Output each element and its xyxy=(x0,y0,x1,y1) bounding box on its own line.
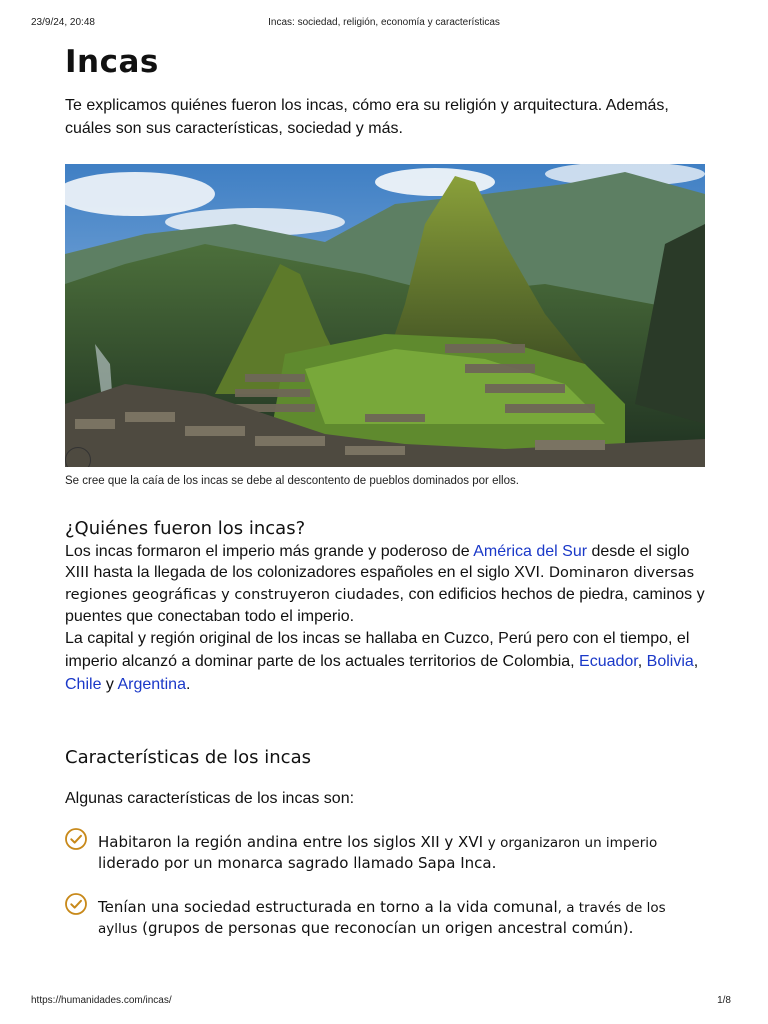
bullet-2-text-a: Tenían una sociedad estructurada en torno a la vida comunal xyxy=(98,898,558,916)
bullet-1-text-b: y organizaron un imperio xyxy=(487,835,658,851)
landscape-illustration xyxy=(65,164,705,467)
bullet-1-text-a: Habitaron la región andina entre los siglos XII y XVI xyxy=(98,833,488,851)
article xyxy=(65,44,705,939)
p2-sep-1: , xyxy=(637,653,647,670)
bullet-2-text-b: , a través de los ayllus xyxy=(98,900,666,937)
link-bolivia[interactable]: Bolivia xyxy=(646,653,694,670)
page-number: 1/8 xyxy=(717,995,731,1006)
image-caption: Se cree que la caía de los incas se debe al descontento de pueblos dominados por ellos. xyxy=(65,475,519,487)
print-footer xyxy=(31,995,731,1009)
link-ecuador[interactable]: Ecuador xyxy=(579,653,638,670)
link-argentina[interactable]: Argentina xyxy=(117,676,186,693)
p2-end: . xyxy=(185,676,191,693)
article-intro: Te explicamos quiénes fueron los incas, cómo era su religión y arquitectura. Además, cuáles son sus características, sociedad y más. xyxy=(65,97,669,137)
print-url: https://humanidades.com/incas/ xyxy=(31,995,172,1006)
p1-text-1: Los incas formaron el imperio más grande y poderoso de xyxy=(65,543,474,560)
bullet-2-text-c: (grupos de personas que reconocían un origen ancestral común). xyxy=(137,919,634,937)
play-button[interactable] xyxy=(65,447,91,467)
check-circle-icon xyxy=(65,828,87,850)
bullet-1-text-c: liderado por un monarca sagrado llamado Sapa Inca. xyxy=(98,854,497,872)
characteristics-list xyxy=(65,832,705,939)
article-title: Incas xyxy=(65,44,159,80)
print-page-title: Incas: sociedad, religión, economía y características xyxy=(268,17,500,28)
print-header xyxy=(31,17,737,31)
p1-text-2: desde el siglo XIII hasta la llegada de los colonizadores españoles en el siglo XVI. xyxy=(65,543,690,581)
paragraph-2 xyxy=(65,627,705,696)
list-item xyxy=(65,832,705,873)
p2-sep-3: y xyxy=(101,676,118,693)
link-america-del-sur[interactable]: América del Sur xyxy=(473,543,588,560)
check-circle-icon xyxy=(65,893,87,915)
section-heading-quienes: ¿Quiénes fueron los incas? xyxy=(65,518,306,539)
list-item xyxy=(65,897,705,939)
print-datetime: 23/9/24, 20:48 xyxy=(31,17,95,28)
machu-picchu-image xyxy=(65,164,705,467)
p2-sep-2: , xyxy=(693,653,699,670)
paragraph-1 xyxy=(65,541,705,627)
section-lead: Algunas características de los incas son: xyxy=(65,790,355,807)
p1-text-4: , con edificios hechos de piedra, caminos y puentes que conectaban todo el imperio. xyxy=(65,586,705,625)
section-heading-caracteristicas: Características de los incas xyxy=(65,747,311,768)
link-chile[interactable]: Chile xyxy=(65,676,102,693)
p1-text-3: Dominaron diversas regiones geográficas y construyeron ciudades xyxy=(65,565,695,603)
p2-text-1: La capital y región original de los incas se hallaba en Cuzco, Perú pero con el tiempo, el imperio alcanzó a dominar parte de los actuales territorios de Colombia, xyxy=(65,630,690,670)
